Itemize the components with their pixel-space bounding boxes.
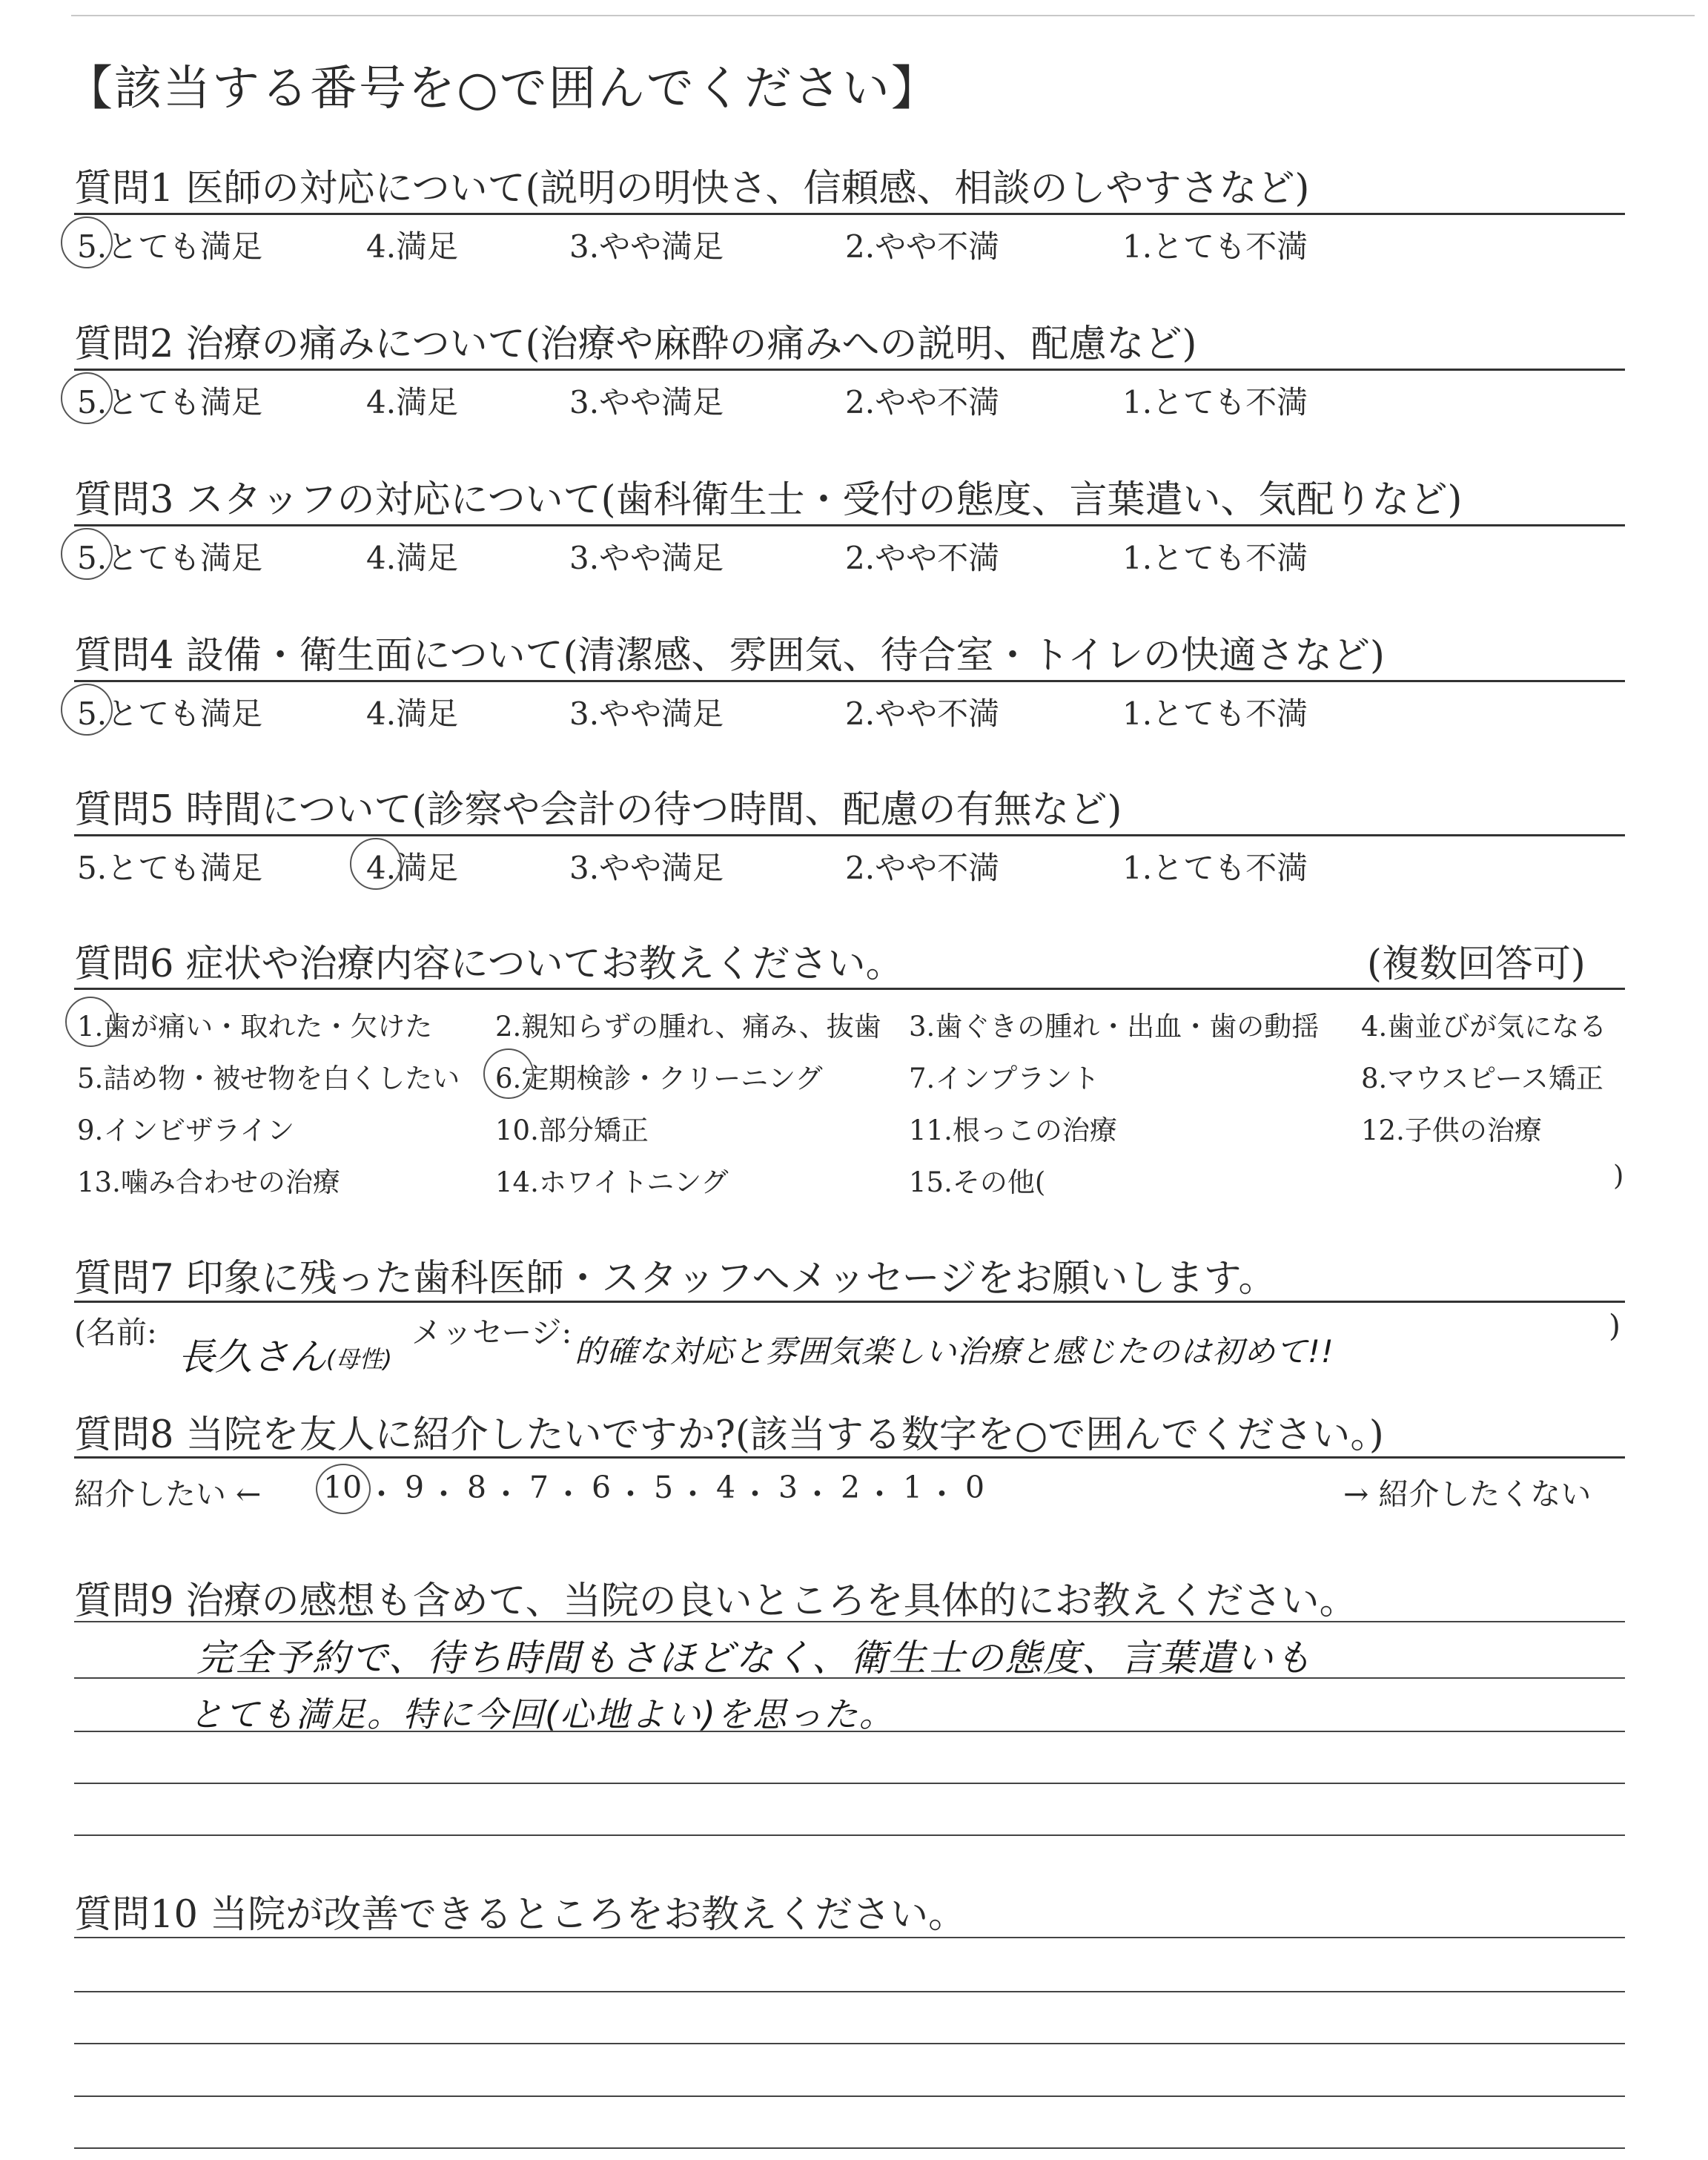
option-number: 11. <box>909 1114 953 1146</box>
question-10-line <box>74 1937 1625 1938</box>
selection-circle <box>483 1048 534 1099</box>
scale-value[interactable]: 7 <box>529 1470 549 1505</box>
option-number: 5. <box>77 384 107 420</box>
rating-option[interactable] <box>1122 690 1308 734</box>
option-number: 13. <box>77 1166 121 1198</box>
name-label: (名前: <box>74 1315 157 1350</box>
symptom-option[interactable] <box>77 1004 432 1044</box>
question-5-rule <box>74 834 1625 836</box>
scale-value[interactable]: 8 <box>467 1470 487 1505</box>
option-text: 噛み合わせの治療 <box>120 1166 340 1198</box>
symptom-option[interactable] <box>77 1108 294 1148</box>
option-number: 12. <box>1361 1114 1405 1146</box>
option-text: やや満足 <box>599 540 724 576</box>
symptom-option[interactable] <box>495 1056 823 1096</box>
question-2-rule <box>74 369 1625 371</box>
rating-option[interactable] <box>845 534 999 578</box>
option-text: 詰め物・被せ物を白くしたい <box>103 1063 460 1094</box>
symptom-option[interactable] <box>909 1056 1099 1096</box>
option-number: 4. <box>366 696 397 732</box>
rating-option[interactable] <box>366 690 458 734</box>
question-9-answer[interactable]: とても満足。特に今回(心地よい)を思った。 <box>189 1694 895 1734</box>
option-number: 4. <box>1361 1011 1388 1043</box>
scale-value[interactable]: 5 <box>654 1470 674 1505</box>
selection-circle <box>350 838 402 890</box>
option-text: やや満足 <box>599 696 724 732</box>
selection-circle <box>65 997 116 1047</box>
scale-right-label: → 紹介したくない <box>1343 1476 1592 1512</box>
question-6-note: (複数回答可) <box>1367 942 1586 986</box>
option-number: 5. <box>77 850 107 886</box>
option-text: 満足 <box>396 696 459 732</box>
question-9-line <box>74 1621 1625 1622</box>
option-text: とても不満 <box>1152 384 1308 420</box>
option-text: とても不満 <box>1152 228 1308 265</box>
scale-separator: ・ <box>802 1476 833 1512</box>
scale-separator: ・ <box>678 1476 708 1512</box>
scale-separator: ・ <box>491 1476 521 1512</box>
option-number: 7. <box>909 1063 936 1094</box>
scale-separator: ・ <box>366 1476 397 1512</box>
scale-value[interactable]: 4 <box>716 1470 736 1505</box>
rating-option[interactable] <box>845 690 999 734</box>
option-text: とても満足 <box>107 696 263 732</box>
option-number: 3. <box>909 1011 936 1043</box>
symptom-option[interactable] <box>495 1108 649 1148</box>
option-number: 1. <box>1122 850 1153 886</box>
question-10-line <box>74 2043 1625 2044</box>
scale-value[interactable]: 0 <box>965 1470 985 1505</box>
symptom-option[interactable] <box>1361 1056 1603 1096</box>
symptom-option[interactable] <box>77 1160 340 1200</box>
option-text: 歯が痛い・取れた・欠けた <box>103 1011 433 1043</box>
selection-circle <box>61 217 113 268</box>
option-number: 2. <box>495 1011 522 1043</box>
question-1-rule <box>74 213 1625 215</box>
symptom-option[interactable] <box>909 1004 1319 1044</box>
option-text: やや満足 <box>599 850 724 886</box>
rating-option[interactable] <box>569 534 724 578</box>
question-3-rule <box>74 524 1625 526</box>
option-number: 15. <box>909 1166 953 1198</box>
symptom-option[interactable] <box>77 1056 460 1096</box>
option-number: 3. <box>569 540 600 576</box>
question-3-label: 質問3 スタッフの対応について(歯科衛生士・受付の態度、言葉遣い、気配りなど) <box>74 478 1463 522</box>
scale-separator: ・ <box>864 1476 895 1512</box>
option-text: インプラント <box>935 1063 1100 1094</box>
option-text: とても不満 <box>1152 696 1308 732</box>
option-number: 9. <box>77 1114 104 1146</box>
rating-option[interactable] <box>1122 844 1308 888</box>
option-text: やや不満 <box>875 540 1000 576</box>
option-number: 5. <box>77 228 107 265</box>
question-1-label: 質問1 医師の対応について(説明の明快さ、信頼感、相談のしやすさなど) <box>74 167 1310 211</box>
scale-value[interactable]: 3 <box>778 1470 798 1505</box>
question-8-label: 質問8 当院を友人に紹介したいですか?(該当する数字を○で囲んでください。) <box>74 1413 1384 1457</box>
top-rule <box>71 15 1695 16</box>
symptom-option[interactable] <box>1361 1004 1606 1044</box>
question-5-label: 質問5 時間について(診察や会計の待つ時間、配慮の有無など) <box>74 788 1122 832</box>
option-text: 定期検診・クリーニング <box>521 1063 823 1094</box>
rating-option[interactable] <box>845 222 999 267</box>
option-text: 歯並びが気になる <box>1387 1011 1607 1043</box>
option-number: 2. <box>845 228 875 265</box>
option-number: 5. <box>77 1063 104 1094</box>
option-number: 14. <box>495 1166 539 1198</box>
option-number: 4. <box>366 540 397 576</box>
option-text: 部分矯正 <box>538 1114 649 1146</box>
question-7-rule <box>74 1301 1625 1303</box>
option-text: 根っこの治療 <box>952 1114 1117 1146</box>
rating-option[interactable] <box>569 844 724 888</box>
option-text: 歯ぐきの腫れ・出血・歯の動揺 <box>935 1011 1320 1043</box>
option-text: やや満足 <box>599 228 724 265</box>
option-number: 4. <box>366 384 397 420</box>
option-number: 1. <box>1122 540 1153 576</box>
option-text: 子供の治療 <box>1404 1114 1542 1146</box>
option-text: その他( <box>952 1166 1046 1198</box>
option-text: とても不満 <box>1152 850 1308 886</box>
option-number: 3. <box>569 228 600 265</box>
option-number: 3. <box>569 384 600 420</box>
option-text: とても満足 <box>107 228 263 265</box>
option-number: 2. <box>845 850 875 886</box>
scale-separator: ・ <box>428 1476 459 1512</box>
name-value[interactable]: 長久さん <box>178 1335 326 1378</box>
symptom-option[interactable] <box>495 1004 881 1044</box>
option-text: 満足 <box>396 540 459 576</box>
question-6-label: 質問6 症状や治療内容についてお教えください。 <box>74 942 904 986</box>
option-text: 満足 <box>396 850 459 886</box>
other-close-paren: ) <box>1613 1160 1624 1192</box>
scale-value[interactable]: 2 <box>841 1470 861 1505</box>
question-2-label: 質問2 治療の痛みについて(治療や麻酔の痛みへの説明、配慮など) <box>74 323 1197 366</box>
name-note: (母性) <box>326 1345 392 1373</box>
rating-option[interactable] <box>366 534 458 578</box>
symptom-option[interactable] <box>1361 1108 1542 1148</box>
option-text: やや不満 <box>875 384 1000 420</box>
option-text: 親知らずの腫れ、痛み、抜歯 <box>521 1011 881 1043</box>
question-7-label: 質問7 印象に残った歯科医師・スタッフへメッセージをお願いします。 <box>74 1257 1277 1301</box>
question-10-line <box>74 1991 1625 1992</box>
option-text: とても満足 <box>107 384 263 420</box>
rating-option[interactable] <box>845 378 999 423</box>
option-text: やや満足 <box>599 384 724 420</box>
option-text: インビザライン <box>103 1114 295 1146</box>
question-9-line <box>74 1783 1625 1784</box>
scale-value[interactable]: 6 <box>592 1470 612 1505</box>
rating-option[interactable] <box>1122 378 1308 423</box>
option-number: 2. <box>845 540 875 576</box>
option-text: ホワイトニング <box>538 1166 729 1198</box>
option-number: 1. <box>77 1011 104 1043</box>
option-text: 満足 <box>396 384 459 420</box>
option-text: 満足 <box>396 228 459 265</box>
option-number: 2. <box>845 384 875 420</box>
question-9-line <box>74 1834 1625 1836</box>
symptom-option[interactable] <box>909 1160 1045 1200</box>
option-number: 5. <box>77 696 107 732</box>
rating-option[interactable] <box>1122 534 1308 578</box>
option-text: とても満足 <box>107 850 263 886</box>
message-close-paren: ) <box>1609 1308 1621 1344</box>
option-number: 2. <box>845 696 875 732</box>
scale-value[interactable]: 1 <box>903 1470 923 1505</box>
option-text: やや不満 <box>875 696 1000 732</box>
option-text: やや不満 <box>875 228 1000 265</box>
option-text: とても満足 <box>107 540 263 576</box>
scale-separator: ・ <box>740 1476 770 1512</box>
option-number: 8. <box>1361 1063 1388 1094</box>
message-label: メッセージ: <box>411 1315 572 1350</box>
option-number: 10. <box>495 1114 539 1146</box>
question-9-label: 質問9 治療の感想も含めて、当院の良いところを具体的にお教えください。 <box>74 1579 1357 1623</box>
option-number: 1. <box>1122 228 1153 265</box>
scale-separator: ・ <box>927 1476 957 1512</box>
question-6-rule <box>74 988 1625 990</box>
option-number: 6. <box>495 1063 522 1094</box>
option-text: マウスピース矯正 <box>1387 1063 1603 1094</box>
rating-option[interactable] <box>569 690 724 734</box>
question-10-line <box>74 2095 1625 2097</box>
symptom-option[interactable] <box>495 1160 729 1200</box>
question-4-rule <box>74 680 1625 682</box>
rating-option[interactable] <box>366 378 458 423</box>
question-10-line <box>74 2147 1625 2149</box>
rating-option[interactable] <box>845 844 999 888</box>
scale-value[interactable]: 10 <box>323 1470 363 1505</box>
rating-option[interactable] <box>569 378 724 423</box>
option-number: 4. <box>366 228 397 265</box>
question-9-answer[interactable]: 完全予約で、待ち時間もさほどなく、衛生士の態度、言葉遣いも <box>196 1636 1313 1680</box>
scale-value[interactable]: 9 <box>405 1470 425 1505</box>
scale-separator: ・ <box>553 1476 583 1512</box>
question-8-rule <box>74 1456 1625 1459</box>
option-number: 5. <box>77 540 107 576</box>
option-number: 1. <box>1122 696 1153 732</box>
selection-circle <box>61 684 113 736</box>
page-title: 【該当する番号を○で囲んでください】 <box>65 62 940 116</box>
selection-circle <box>61 372 113 424</box>
option-text: やや不満 <box>875 850 1000 886</box>
selection-circle <box>316 1464 371 1514</box>
option-text: とても不満 <box>1152 540 1308 576</box>
option-number: 1. <box>1122 384 1153 420</box>
rating-option[interactable] <box>366 222 458 267</box>
scale-left-label: 紹介したい ← <box>74 1476 262 1512</box>
rating-option[interactable] <box>77 844 262 888</box>
option-number: 3. <box>569 696 600 732</box>
symptom-option[interactable] <box>909 1108 1117 1148</box>
selection-circle <box>61 528 113 580</box>
question-10-label: 質問10 当院が改善できるところをお教えください。 <box>74 1893 967 1937</box>
scale-separator: ・ <box>615 1476 646 1512</box>
rating-option[interactable] <box>1122 222 1308 267</box>
message-value[interactable]: 的確な対応と雰囲気楽しい治療と感じたのは初めて!! <box>575 1333 1334 1370</box>
option-number: 4. <box>366 850 397 886</box>
option-number: 3. <box>569 850 600 886</box>
question-4-label: 質問4 設備・衛生面について(清潔感、雰囲気、待合室・トイレの快適さなど) <box>74 634 1385 678</box>
rating-option[interactable] <box>569 222 724 267</box>
